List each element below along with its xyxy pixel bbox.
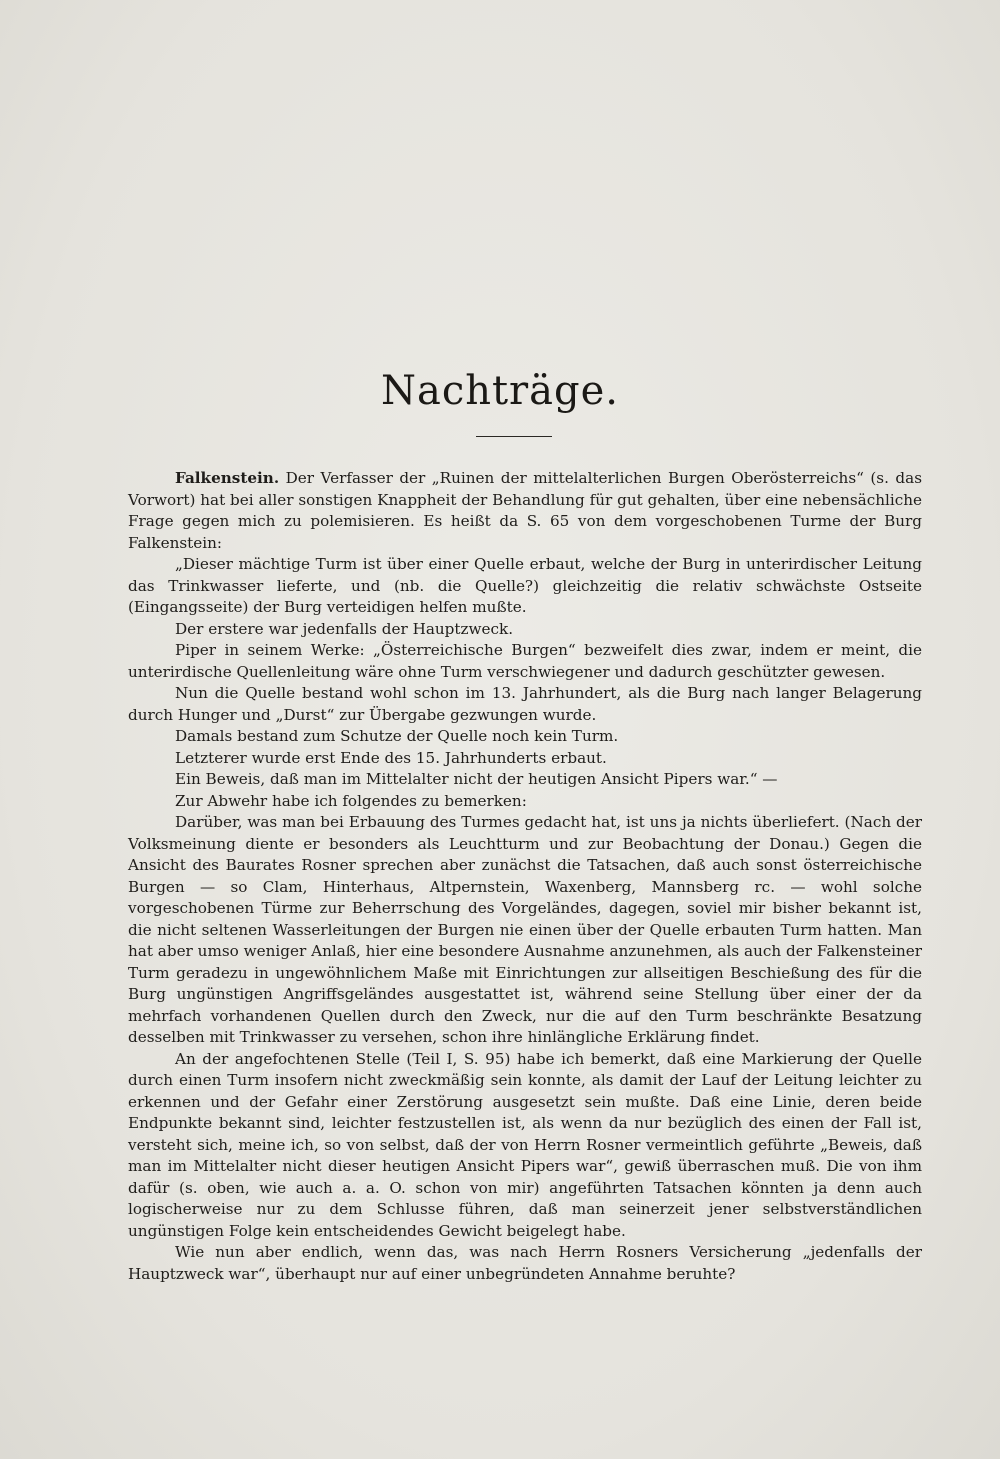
paragraph-rebuttal-2: An der angefochtenen Stelle (Teil I, S. 95) habe ich bemerkt, daß eine Markierung der Quelle durch einen Turm insofern nicht zweckmäßig sein konnte, als damit der Lauf der Leitung leichter zu erkennen und der Gefahr einer Zerstörung ausgesetzt sein mußte. Daß eine Linie, deren beide Endpunkte bekannt sind, leichter festzustellen ist, als wenn da nur bezüglich des einen der Fall ist, versteht sich, meine ich, so von selbst, daß der von Herrn Rosner vermeintlich geführte „Beweis, daß man im Mittelalter nicht dieser heutigen Ansicht Pipers war“, gewiß überraschen muß. Die von ihm dafür (s. oben, wie auch a. a. O. schon von mir) angeführten Tatsachen könnten ja denn auch logischerweise nur zu dem Schlusse führen, daß man seinerzeit jener selbstverständlichen ungünstigen Folge kein entscheidendes Gewicht beigelegt habe. bbox=[128, 1049, 922, 1240]
body-text bbox=[128, 468, 922, 1285]
paragraph-quote-5: Damals bestand zum Schutze der Quelle noch kein Turm. bbox=[175, 727, 619, 745]
paragraph-rebuttal-1: Darüber, was man bei Erbauung des Turmes gedacht hat, ist uns ja nichts überliefert. (Nach der Volksmeinung diente er besonders als Leuchtturm und zur Beobachtung der Donau.) Gegen die Ansicht des Baurates Rosner sprechen aber zunächst die Tatsachen, daß auch sonst österreichische Burgen — so Clam, Hinterhaus, Altpernstein, Waxenberg, Mannsberg rc. — wohl solche vorgeschobenen Türme zur Beherrschung des Vorgeländes, dagegen, soviel mir bisher bekannt ist, die nicht seltenen Wasserleitungen der Burgen nie einen über der Quelle erbauten Turm hatten. Man hat aber umso weniger Anlaß, hier eine besondere Ausnahme anzunehmen, als auch der Falkensteiner Turm geradezu in ungewöhnlichem Maße mit Einrichtungen zur allseitigen Beschießung des für die Burg ungünstigen Angriffsgeländes ausgestattet ist, während seine Stellung über einer der da mehrfach vorhandenen Quellen durch den Zweck, nur die auf den Turm beschränkte Besatzung desselben mit Trinkwasser zu versehen, schon ihre hinlängliche Erklärung findet. bbox=[128, 813, 922, 1046]
paragraph-rebuttal-intro: Zur Abwehr habe ich folgendes zu bemerken: bbox=[175, 791, 527, 810]
paragraph-quote-6: Letzterer wurde erst Ende des 15. Jahrhunderts erbaut. bbox=[175, 748, 607, 767]
paragraph-quote-7: Ein Beweis, daß man im Mittelalter nicht der heutigen Ansicht Pipers war.“ — bbox=[175, 770, 778, 788]
page-title: Nachträge. bbox=[380, 368, 620, 414]
intro-paragraph bbox=[128, 468, 922, 554]
paragraph-quote-2: Der erstere war jedenfalls der Hauptzweck. bbox=[175, 619, 514, 638]
title-divider bbox=[476, 436, 552, 437]
section-heading: Falkenstein. bbox=[175, 469, 280, 487]
intro-text: Der Verfasser der „Ruinen der mittelalterlichen Burgen Oberösterreichs“ (s. das Vorwort) hat bei aller sonstigen Knappheit der Behandlung für gut gehalten, über eine nebensächliche Frage gegen mich zu polemisieren. Es heißt da S. 65 von dem vorgeschobenen Turme der Burg Falkenstein: bbox=[128, 469, 922, 552]
paragraph-quote-1: „Dieser mächtige Turm ist über einer Quelle erbaut, welche der Burg in unterirdischer Leitung das Trinkwasser lieferte, und (nb. die Quelle?) gleichzeitig die relativ schwächste Ostseite (Eingangsseite) der Burg verteidigen helfen mußte. bbox=[128, 555, 922, 616]
paragraph-quote-4: Nun die Quelle bestand wohl schon im 13. Jahrhundert, als die Burg nach langer Belagerung durch Hunger und „Durst“ zur Übergabe gezwungen wurde. bbox=[128, 684, 922, 724]
paragraph-quote-3: Piper in seinem Werke: „Österreichische Burgen“ bezweifelt dies zwar, indem er meint, die unterirdische Quellenleitung wäre ohne Turm verschwiegener und dadurch geschützter gewesen. bbox=[128, 641, 922, 681]
paragraph-rebuttal-3: Wie nun aber endlich, wenn das, was nach Herrn Rosners Versicherung „jedenfalls der Hauptzweck war“, überhaupt nur auf einer unbegründeten Annahme beruhte? bbox=[128, 1243, 922, 1283]
